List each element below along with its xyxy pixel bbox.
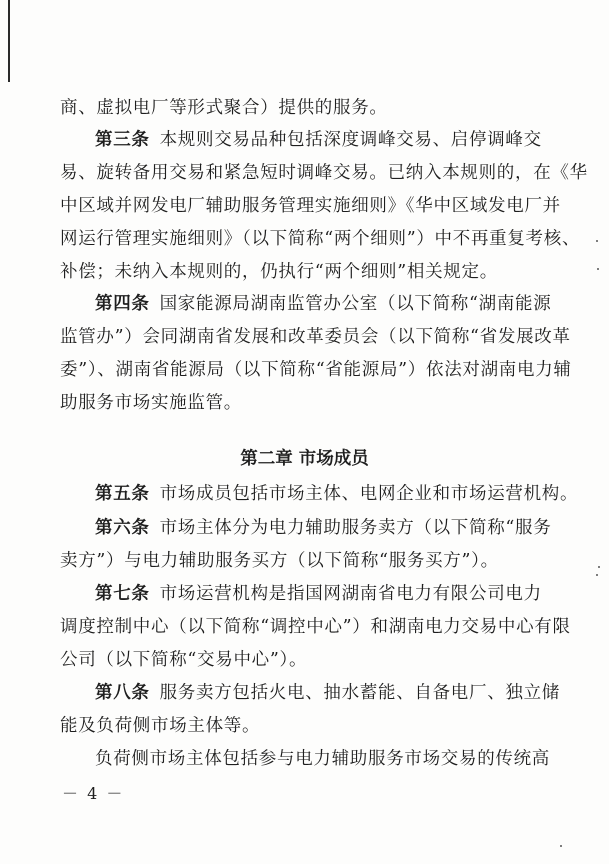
article-7-line-3 <box>60 646 550 674</box>
line-text: 市场主体分为电力辅助服务卖方（以下简称“服务 <box>159 518 552 538</box>
article-heading: 第四条 <box>95 294 150 314</box>
chapter-title: 第二章 市场成员 <box>240 449 369 469</box>
article-4-line-1 <box>95 290 550 318</box>
body-line-last <box>95 745 550 773</box>
article-4-line-4 <box>60 389 550 417</box>
article-3-line-3 <box>60 192 561 220</box>
article-6-line-2 <box>60 547 550 575</box>
article-7-line-2 <box>60 613 571 641</box>
article-3-line-2 <box>60 159 588 187</box>
line-text: 中区域并网发电厂辅助服务管理实施细则》《华中区域发电厂并 <box>60 196 561 216</box>
line-text: 服务卖方包括火电、抽水蓄能、自备电厂、独立储 <box>159 683 561 703</box>
article-4-line-2 <box>60 323 571 351</box>
line-text: 委”）、湖南省能源局（以下简称“省能源局”）依法对湖南电力辅 <box>60 360 572 380</box>
article-3-line-4 <box>60 225 581 253</box>
article-heading: 第六条 <box>95 518 150 538</box>
line-text: 监管办”）会同湖南省发展和改革委员会（以下简称“省发展改革 <box>60 327 571 347</box>
article-heading: 第七条 <box>95 584 150 604</box>
line-text: 补偿；未纳入本规则的，仍执行“两个细则”相关规定。 <box>60 262 498 282</box>
body-line-1 <box>60 94 550 122</box>
scan-speck <box>598 566 600 568</box>
scan-speck <box>596 574 598 576</box>
article-heading: 第三条 <box>95 130 150 150</box>
article-7-line-1 <box>95 580 550 608</box>
scan-speck <box>597 268 599 270</box>
scan-speck <box>596 240 598 242</box>
article-heading: 第八条 <box>95 683 150 703</box>
line-text: 市场成员包括市场主体、电网企业和市场运营机构。 <box>159 484 579 504</box>
line-text: 调度控制中心（以下简称“调控中心”）和湖南电力交易中心有限 <box>60 617 571 637</box>
line-text: 易、旋转备用交易和紧急短时调峰交易。已纳入本规则的，在《华 <box>60 163 588 183</box>
page-number: － 4 － <box>62 784 125 803</box>
article-8-line-2 <box>60 712 550 740</box>
line-text: 本规则交易品种包括深度调峰交易、启停调峰交 <box>159 130 542 150</box>
line-text: 市场运营机构是指国网湖南省电力有限公司电力 <box>159 584 542 604</box>
article-3-line-1 <box>95 126 550 154</box>
article-6-line-1 <box>95 514 550 542</box>
line-text: 能及负荷侧市场主体等。 <box>60 716 261 736</box>
article-3-line-5 <box>60 258 550 286</box>
line-text: 助服务市场实施监管。 <box>60 393 242 413</box>
article-4-line-3 <box>60 356 572 384</box>
article-5-line-1 <box>95 480 579 508</box>
scan-speck <box>560 845 562 847</box>
line-text: 公司（以下简称“交易中心”）。 <box>60 650 308 670</box>
article-heading: 第五条 <box>95 484 150 504</box>
line-text: 网运行管理实施细则》（以下简称“两个细则”）中不再重复考核、 <box>60 229 581 249</box>
scan-edge-mark <box>8 0 10 82</box>
line-text: 商、虚拟电厂等形式聚合）提供的服务。 <box>60 98 388 118</box>
line-text: 卖方”）与电力辅助服务买方（以下简称“服务买方”）。 <box>60 551 499 571</box>
line-text: 国家能源局湖南监管办公室（以下简称“湖南能源 <box>159 294 552 314</box>
article-8-line-1 <box>95 679 561 707</box>
line-text: 负荷侧市场主体包括参与电力辅助服务市场交易的传统高 <box>95 749 550 769</box>
